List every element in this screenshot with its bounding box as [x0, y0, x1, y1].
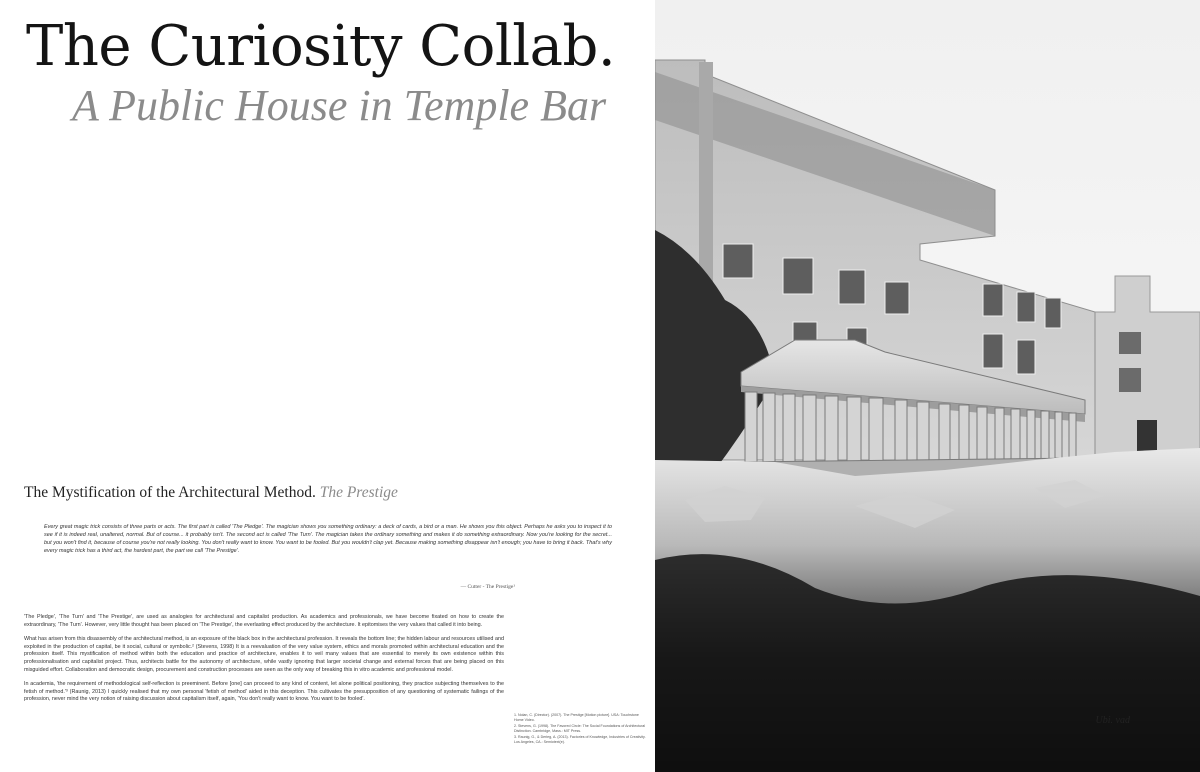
body-paragraph-2: What has arisen from this disassembly of the architectural method, is an exposure of the black box in the architectural profession. It reveals the bottom line; the hidden labour and resources utilised and exploited in the production of capital, be it social, cultural or symbolic.² (Stevens, 1998) It is a reevaluation of the very value system, ethics and morals promoted within architectural education and the profession itself. This mystification of method within both the education and practice of architecture, enables it to veil many values that are essential to merely its own existence within this professionalisation and capitalist project. Thus, architects battle for the autonomy of architecture, while vastly ignoring that larger societal change and external forces that are being placed on this misguided effort. Collaboration and democratic design, procurement and construction processes are seen as the only way of breaking this in vitro academic and professional model.	[24, 636, 504, 673]
body-paragraph-1: 'The Pledge', 'The Turn' and 'The Prestige', are used as analogies for architectural and capitalist production. As academics and professionals, we have become fixated on how to create the extraordinary, 'The Turn'. However, very little thought has been placed on 'The Prestige', the everlasting effect produced by the architecture. It epitomises the very values that called it into being.	[24, 614, 504, 628]
epigraph-attribution: — Cutter - The Prestige¹	[460, 584, 515, 590]
footnotes	[514, 713, 648, 746]
photo-panel	[655, 0, 1200, 772]
body-text	[24, 614, 504, 711]
body-paragraph-3: In academia, 'the requirement of methodological self-reflection is preeminent. Before [one] can proceed to any kind of content, let alone political positioning, they practice subjecting themselves to the fetish of method.'³ (Raunig, 2013) I quickly realised that my own personal 'fetish of method' aided in this deception. This cultivates the presupposition of any questioning of systematic failings of the profession, never mind the very notion of raising discussion about capitalism itself, again, 'You don't really want to know. You want to be fooled'.	[24, 681, 504, 703]
collage-photo	[655, 0, 1200, 772]
poster-subtitle: A Public House in Temple Bar	[72, 81, 607, 130]
photo-caption: Ubi. vad	[1095, 715, 1130, 726]
footnote-1: 1. Nolan, C. (Director). (2007). The Prestige [Motion picture]. USA: Touchstone Home Video.	[514, 713, 639, 722]
far-building-window	[1119, 332, 1141, 354]
footnote-2: 2. Stevens, G. (1998). The Favored Circle: The Social Foundations of Architectural Distinction. Cambridge, Mass.: MIT Press.	[514, 724, 646, 733]
far-building-door	[1137, 420, 1157, 454]
section-heading-accent: The Prestige	[319, 484, 398, 501]
far-building-window	[1119, 368, 1141, 392]
poster-title: The Curiosity Collab.	[26, 14, 616, 79]
epigraph-quote: Every great magic trick consists of three parts or acts. The first part is called 'The Pledge'. The magician shows you something ordinary: a deck of cards, a bird or a man. He shows you this object. Perhaps he asks you to inspect it to see if it is indeed real, unaltered, normal. But of course... it probably isn't. The second act is called 'The Turn'. The magician takes the ordinary something and makes it do something extraordinary. Now you're looking for the secret... but you won't find it, because of course you're not really looking. You don't really want to know. You want to be fooled. But you wouldn't clap yet. Because making something disappear isn't enough; you have to bring it back. That's why every magic trick has a third act, the hardest part, the part we call 'The Prestige'.	[44, 524, 612, 554]
section-heading-main: The Mystification of the Architectural Method.	[24, 484, 316, 501]
section-heading	[24, 484, 398, 502]
footnote-3: 3. Raunig, G., & Derieg, A. (2013). Factories of Knowledge, Industries of Creativity. Los Angeles, CA.: Semiotext(e).	[514, 735, 646, 744]
